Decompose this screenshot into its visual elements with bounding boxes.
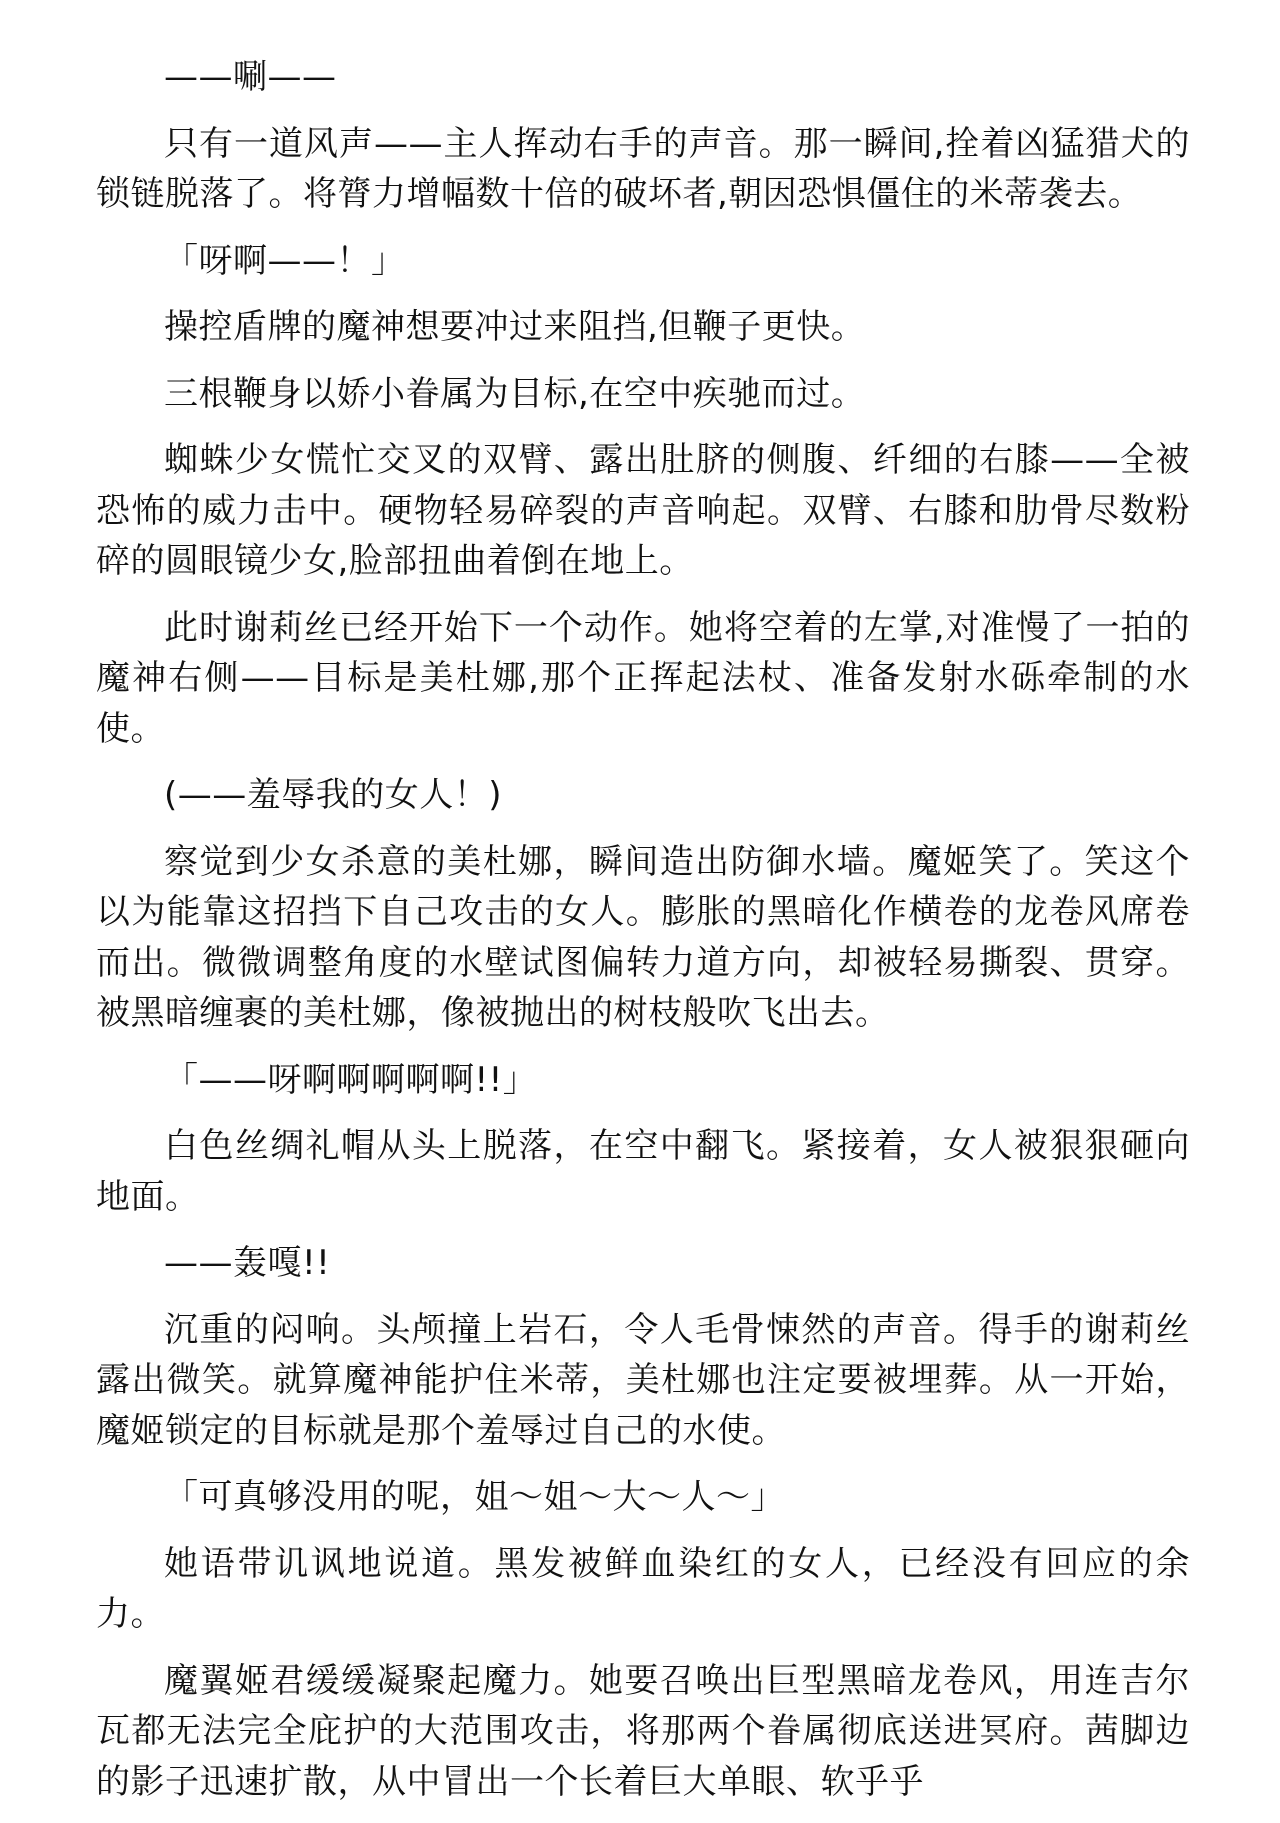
paragraph: 白色丝绸礼帽从头上脱落，在空中翻飞。紧接着，女人被狠狠砸向地面。 — [96, 1126, 1190, 1217]
paragraph: 三根鞭身以娇小眷属为目标,在空中疾驰而过。 — [164, 373, 866, 414]
paragraph-sound-crash: ——轰嘎!! — [164, 1243, 331, 1283]
paragraph: 蜘蛛少女慌忙交叉的双臂、露出肚脐的侧腹、纤细的右膝——全被恐怖的威力击中。硬物轻易碎裂的声音响起。双臂、右膝和肋骨尽数粉碎的圆眼镜少女,脸部扭曲着倒在地上。 — [96, 440, 1190, 581]
dialogue-line: 「可真够没用的呢，姐～姐～大～人～」 — [164, 1477, 785, 1517]
paragraph-sound-whoosh: ——唰—— — [164, 57, 337, 97]
paragraph: 操控盾牌的魔神想要冲过来阻挡,但鞭子更快。 — [164, 307, 866, 347]
paragraph: 此时谢莉丝已经开始下一个动作。她将空着的左掌,对准慢了一拍的魔神右侧——目标是美杜娜,那个正挥起法杖、准备发射水砾牵制的水使。 — [96, 607, 1190, 749]
paragraph: 她语带讥讽地说道。黑发被鲜血染红的女人，已经没有回应的余力。 — [96, 1543, 1190, 1634]
paragraph: 察觉到少女杀意的美杜娜，瞬间造出防御水墙。魔姬笑了。笑这个以为能靠这招挡下自己攻击的女人。膨胀的黑暗化作横卷的龙卷风席卷而出。微微调整角度的水壁试图偏转力道方向，却被轻易撕裂、贯穿。被黑暗缠裹的美杜娜，像被抛出的树枝般吹飞出去。 — [96, 841, 1190, 1033]
inner-thought-line: (——羞辱我的女人！) — [164, 775, 503, 815]
text-column — [96, 52, 1190, 1823]
dialogue-line: 「——呀啊啊啊啊啊!!」 — [164, 1059, 538, 1100]
dialogue-line: 「呀啊——！」 — [164, 240, 406, 281]
paragraph: 只有一道风声——主人挥动右手的声音。那一瞬间,拴着凶猛猎犬的锁链脱落了。将膂力增幅数十倍的破坏者,朝因恐惧僵住的米蒂袭去。 — [96, 123, 1190, 214]
paragraph: 沉重的闷响。头颅撞上岩石，令人毛骨悚然的声音。得手的谢莉丝露出微笑。就算魔神能护住米蒂，美杜娜也注定要被埋葬。从一开始，魔姬锁定的目标就是那个羞辱过自己的水使。 — [96, 1309, 1190, 1451]
paragraph: 魔翼姬君缓缓凝聚起魔力。她要召唤出巨型黑暗龙卷风，用连吉尔瓦都无法完全庇护的大范围攻击，将那两个眷属彻底送进冥府。茜脚边的影子迅速扩散，从中冒出一个长着巨大单眼、软乎乎 — [96, 1660, 1190, 1802]
